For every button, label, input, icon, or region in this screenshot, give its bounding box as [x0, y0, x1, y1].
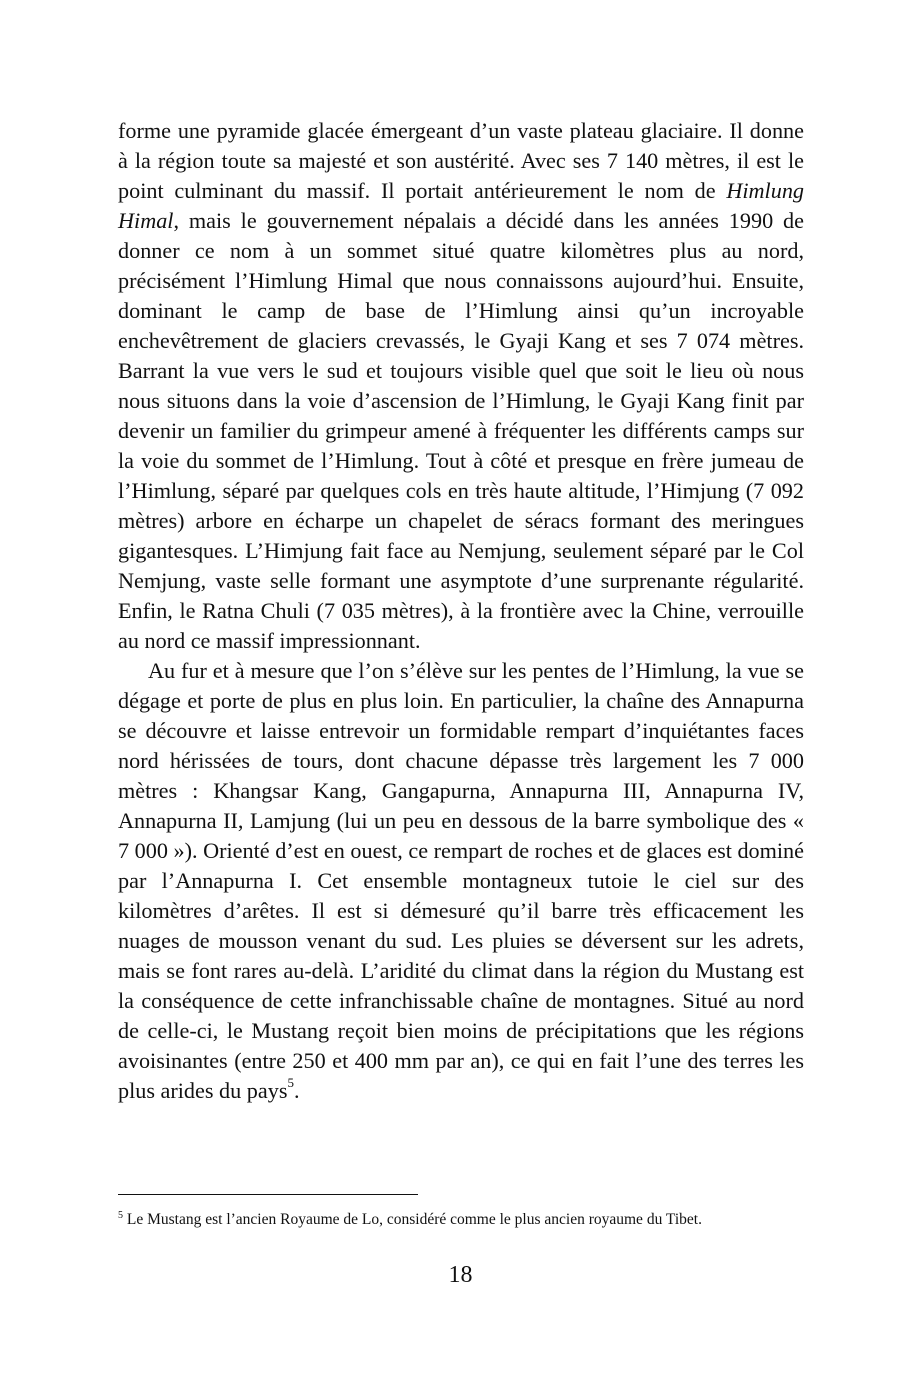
- paragraph-end: .: [293, 1078, 300, 1103]
- italic-mountain-name: Himlung Himal: [118, 178, 804, 233]
- footnote: [118, 1209, 818, 1231]
- footnote-separator: [118, 1194, 418, 1195]
- body-paragraph: [118, 116, 804, 656]
- footnote-text: Le Mustang est l’ancien Royaume de Lo, considéré comme le plus ancien royaume du Tibet.: [123, 1211, 702, 1228]
- page-number: 18: [448, 1262, 473, 1288]
- footnote-reference: 5: [287, 1074, 294, 1090]
- book-page-body: [118, 116, 804, 1106]
- paragraph-text: , mais le gouvernement népalais a décidé dans les années 1990 de donner ce nom à un sommet situé quatre kilomètres plus au nord, précisément l’Himlung Himal que nous connaissons aujourd’hui. Ensuite, dominant le camp de base de l’Himlung ainsi qu’un incroyable enchevêtrement de glaciers crevassés, le Gyaji Kang et ses 7 074 mètres. Barrant la vue vers le sud et toujours visible quel que soit le lieu où nous nous situons dans la voie d’ascension de l’Himlung, le Gyaji Kang finit par devenir un familier du grimpeur amené à fréquenter les différents camps sur la voie du sommet de l’Himlung. Tout à côté et presque en frère jumeau de l’Himlung, séparé par quelques cols en très haute altitude, l’Himjung (7 092 mètres) arbore en écharpe un chapelet de séracs formant des meringues gigantesques. L’Himjung fait face au Nemjung, seulement séparé par le Col Nemjung, vaste selle formant une asymptote d’une surprenante régularité. Enfin, le Ratna Chuli (7 035 mètres), à la frontière avec la Chine, verrouille au nord ce massif impressionnant.: [118, 208, 804, 653]
- footnote-number: 5: [118, 1209, 123, 1221]
- paragraph-text: forme une pyramide glacée émergeant d’un vaste plateau glaciaire. Il donne à la région toute sa majesté et son austérité. Avec ses 7 140 mètres, il est le point culminant du massif. Il portait antérieurement le nom de: [118, 118, 804, 203]
- body-paragraph: [118, 656, 804, 1106]
- paragraph-text: Au fur et à mesure que l’on s’élève sur les pentes de l’Himlung, la vue se dégage et porte de plus en plus loin. En particulier, la chaîne des Annapurna se découvre et laisse entrevoir un formidable rempart d’inquiétantes faces nord hérissées de tours, dont chacune dépasse très largement les 7 000 mètres : Khangsar Kang, Gangapurna, Annapurna III, Annapurna IV, Annapurna II, Lamjung (lui un peu en dessous de la barre symbolique des « 7 000 »). Orienté d’est en ouest, ce rempart de roches et de glaces est dominé par l’Annapurna I. Cet ensemble montagneux tutoie le ciel sur des kilomètres d’arêtes. Il est si démesuré qu’il barre très efficacement les nuages de mousson venant du sud. Les pluies se déversent sur les adrets, mais se font rares au-delà. L’aridité du climat dans la région du Mustang est la conséquence de cette infranchissable chaîne de montagnes. Situé au nord de celle-ci, le Mustang reçoit bien moins de précipitations que les régions avoisinantes (entre 250 et 400 mm par an), ce qui en fait l’une des terres les plus arides du pays: [118, 658, 804, 1103]
